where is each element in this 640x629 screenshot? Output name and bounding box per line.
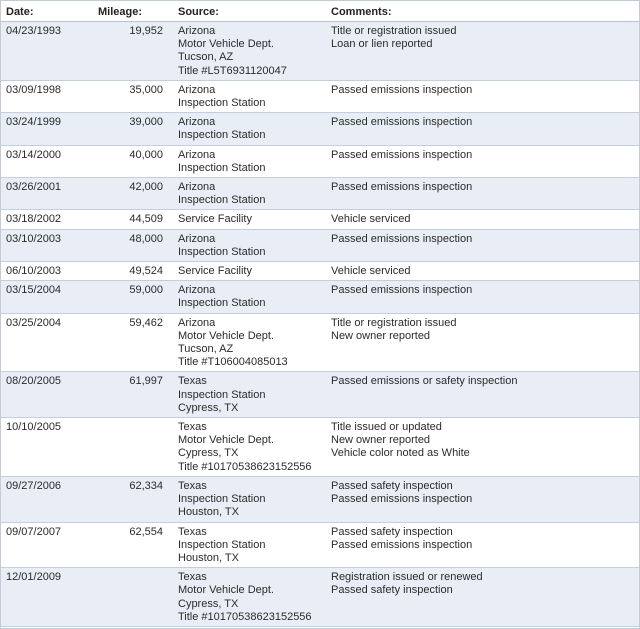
mileage-cell: 39,000 — [92, 113, 173, 145]
table-row — [1, 522, 639, 568]
source-line: Service Facility — [178, 213, 252, 226]
source-cell — [173, 476, 326, 522]
comments-cell — [326, 262, 639, 281]
source-cell — [173, 568, 326, 627]
date-cell: 10/10/2005 — [1, 418, 92, 477]
date-cell: 03/18/2002 — [1, 210, 92, 229]
source-line: Arizona — [178, 148, 216, 161]
comment-line: Loan or lien reported — [331, 38, 433, 51]
comments-cell — [326, 113, 639, 145]
source-line: Tucson, AZ — [178, 343, 234, 356]
source-line: Cypress, TX — [178, 401, 239, 414]
source-line: Houston, TX — [178, 506, 239, 519]
comment-line: Title or registration issued — [331, 25, 457, 37]
header-row — [1, 1, 639, 22]
comment-line: Passed emissions inspection — [331, 538, 473, 551]
comment-line: Passed emissions inspection — [331, 148, 473, 161]
comments-cell — [326, 22, 639, 81]
mileage-cell: 59,000 — [92, 281, 173, 313]
source-line: Inspection Station — [178, 493, 266, 506]
date-cell: 08/20/2005 — [1, 372, 92, 418]
source-line: Texas — [178, 525, 207, 538]
mileage-cell: 40,000 — [92, 145, 173, 177]
source-line: Tucson, AZ — [178, 51, 234, 64]
source-line: Arizona — [178, 83, 216, 96]
table-row — [1, 372, 639, 418]
comment-line: Passed safety inspection — [331, 479, 453, 492]
mileage-cell: 42,000 — [92, 178, 173, 210]
comment-line: Vehicle serviced — [331, 213, 411, 226]
table-row — [1, 210, 639, 229]
date-column-header: Date: — [1, 1, 92, 22]
source-line: Inspection Station — [178, 538, 266, 551]
table-row — [1, 418, 639, 477]
table-row — [1, 476, 639, 522]
table-row — [1, 178, 639, 210]
comments-cell — [326, 281, 639, 313]
source-line: Inspection Station — [178, 388, 266, 401]
mileage-cell: 59,462 — [92, 313, 173, 372]
mileage-cell — [92, 568, 173, 627]
date-cell: 09/27/2006 — [1, 476, 92, 522]
comment-line: Passed emissions inspection — [331, 116, 473, 129]
table-body — [1, 22, 639, 627]
source-column-header: Source: — [173, 1, 326, 22]
date-cell: 03/14/2000 — [1, 145, 92, 177]
source-line: Arizona — [178, 316, 216, 329]
source-cell — [173, 522, 326, 568]
date-cell: 12/01/2009 — [1, 568, 92, 627]
comment-line: New owner reported — [331, 329, 431, 342]
source-line: Texas — [178, 375, 207, 388]
source-line: Title #10170538623152556 — [178, 460, 312, 473]
source-line: Title #T106004085013 — [178, 356, 288, 369]
date-cell: 06/10/2003 — [1, 262, 92, 281]
mileage-cell: 62,334 — [92, 476, 173, 522]
comment-line: Title or registration issued — [331, 316, 457, 329]
comment-line: Passed safety inspection — [331, 584, 453, 597]
source-cell — [173, 145, 326, 177]
source-line: Motor Vehicle Dept. — [178, 38, 274, 51]
source-cell — [173, 113, 326, 145]
source-line: Arizona — [178, 284, 216, 297]
comment-line: Registration issued or renewed — [331, 571, 483, 584]
date-cell: 03/09/1998 — [1, 80, 92, 112]
source-cell — [173, 210, 326, 229]
date-cell: 04/23/1993 — [1, 22, 92, 81]
source-cell — [173, 262, 326, 281]
comment-line: Vehicle serviced — [331, 265, 411, 278]
comment-line: Title issued or updated — [331, 421, 442, 434]
comments-cell — [326, 210, 639, 229]
table-row — [1, 22, 639, 81]
source-line: Cypress, TX — [178, 597, 239, 610]
source-line: Arizona — [178, 181, 216, 194]
table-row — [1, 313, 639, 372]
source-line: Inspection Station — [178, 194, 266, 207]
comments-cell — [326, 568, 639, 627]
source-line: Cypress, TX — [178, 447, 239, 460]
table-row — [1, 80, 639, 112]
source-line: Texas — [178, 571, 207, 584]
comments-cell — [326, 145, 639, 177]
source-cell — [173, 281, 326, 313]
source-line: Inspection Station — [178, 97, 266, 110]
comment-line: Passed emissions inspection — [331, 493, 473, 506]
table-row — [1, 113, 639, 145]
mileage-cell: 44,509 — [92, 210, 173, 229]
mileage-cell: 48,000 — [92, 229, 173, 261]
vehicle-history-table — [1, 1, 639, 627]
source-line: Houston, TX — [178, 551, 239, 564]
date-cell: 09/07/2007 — [1, 522, 92, 568]
source-cell — [173, 178, 326, 210]
source-cell — [173, 313, 326, 372]
table-row — [1, 145, 639, 177]
date-cell: 03/24/1999 — [1, 113, 92, 145]
source-line: Arizona — [178, 232, 216, 245]
source-cell — [173, 22, 326, 81]
comment-line: Passed emissions inspection — [331, 232, 473, 245]
table-row — [1, 568, 639, 627]
comment-line: Passed safety inspection — [331, 525, 453, 538]
mileage-cell: 61,997 — [92, 372, 173, 418]
source-line: Inspection Station — [178, 245, 266, 258]
mileage-cell: 62,554 — [92, 522, 173, 568]
comments-column-header: Comments: — [326, 1, 639, 22]
table-row — [1, 262, 639, 281]
date-cell: 03/15/2004 — [1, 281, 92, 313]
table-row — [1, 281, 639, 313]
source-cell — [173, 418, 326, 477]
source-line: Inspection Station — [178, 161, 266, 174]
mileage-cell: 19,952 — [92, 22, 173, 81]
comment-line: Passed emissions or safety inspection — [331, 375, 518, 388]
comments-cell — [326, 522, 639, 568]
source-line: Texas — [178, 479, 207, 492]
source-line: Service Facility — [178, 265, 252, 278]
comment-line: New owner reported — [331, 434, 431, 447]
source-line: Inspection Station — [178, 129, 266, 142]
comment-line: Passed emissions inspection — [331, 83, 473, 96]
mileage-cell: 49,524 — [92, 262, 173, 281]
table-header — [1, 1, 639, 22]
source-line: Motor Vehicle Dept. — [178, 329, 274, 342]
source-line: Arizona — [178, 116, 216, 129]
comments-cell — [326, 313, 639, 372]
source-cell — [173, 80, 326, 112]
source-line: Motor Vehicle Dept. — [178, 584, 274, 597]
comment-line: Vehicle color noted as White — [331, 447, 470, 460]
comments-cell — [326, 418, 639, 477]
table-row — [1, 229, 639, 261]
source-line: Inspection Station — [178, 297, 266, 310]
mileage-cell: 35,000 — [92, 80, 173, 112]
source-line: Arizona — [178, 25, 216, 37]
comment-line: Passed emissions inspection — [331, 181, 473, 194]
comments-cell — [326, 178, 639, 210]
date-cell: 03/25/2004 — [1, 313, 92, 372]
source-line: Texas — [178, 421, 207, 434]
date-cell: 03/26/2001 — [1, 178, 92, 210]
mileage-column-header: Mileage: — [92, 1, 173, 22]
source-line: Title #L5T6931120047 — [178, 64, 287, 77]
comments-cell — [326, 229, 639, 261]
comments-cell — [326, 80, 639, 112]
comments-cell — [326, 372, 639, 418]
date-cell: 03/10/2003 — [1, 229, 92, 261]
source-cell — [173, 229, 326, 261]
source-cell — [173, 372, 326, 418]
comment-line: Passed emissions inspection — [331, 284, 473, 297]
source-line: Motor Vehicle Dept. — [178, 434, 274, 447]
mileage-cell — [92, 418, 173, 477]
source-line: Title #10170538623152556 — [178, 610, 312, 623]
comments-cell — [326, 476, 639, 522]
